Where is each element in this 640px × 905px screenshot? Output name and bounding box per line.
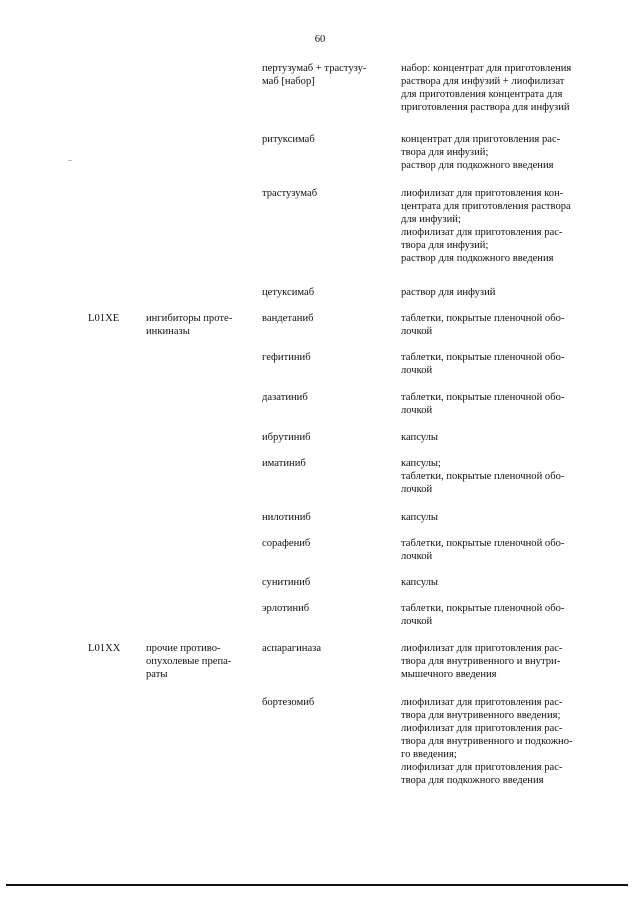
dosage-form: лиофилизат для приготовления рас- твора для внутривенного введения; лиофилизат для приготовления рас- твора для внутривенного и подкожно- го введения; лиофилизат для приготовления рас- твора для подкожного введения bbox=[401, 697, 573, 786]
scan-speck bbox=[68, 160, 72, 161]
dosage-form: лиофилизат для приготовления рас- твора для внутривенного и внутри- мышечного введения bbox=[401, 643, 563, 680]
drug-name: цетуксимаб bbox=[262, 287, 315, 298]
drug-name: гефитиниб bbox=[262, 352, 311, 363]
drug-name: пертузумаб + трастузу- маб [набор] bbox=[262, 63, 367, 87]
drug-name: ибрутиниб bbox=[262, 432, 311, 443]
drug-name: вандетаниб bbox=[262, 313, 314, 324]
drug-name: дазатиниб bbox=[262, 392, 308, 403]
drug-name: трастузумаб bbox=[262, 188, 318, 199]
drug-name: нилотиниб bbox=[262, 512, 311, 523]
dosage-form: набор: концентрат для приготовления раствора для инфузий + лиофилизат для приготовления концентрата для приготовления раствора для инфузий bbox=[401, 63, 572, 113]
dosage-form: концентрат для приготовления рас- твора для инфузий; раствор для подкожного введения bbox=[401, 134, 561, 171]
dosage-form: таблетки, покрытые пленочной обо- лочкой bbox=[401, 538, 565, 562]
dosage-form: капсулы bbox=[401, 577, 439, 588]
atc-code: L01XX bbox=[88, 643, 121, 654]
drug-name: аспарагиназа bbox=[262, 643, 322, 654]
dosage-form: раствор для инфузий bbox=[401, 287, 496, 298]
dosage-form: капсулы bbox=[401, 512, 439, 523]
drug-group: прочие противо- опухолевые препа- раты bbox=[146, 643, 232, 680]
dosage-form: таблетки, покрытые пленочной обо- лочкой bbox=[401, 313, 565, 337]
page-number: 60 bbox=[314, 34, 326, 45]
drug-name: эрлотиниб bbox=[262, 603, 310, 614]
drug-name: иматиниб bbox=[262, 458, 306, 469]
drug-name: бортезомиб bbox=[262, 697, 315, 708]
bottom-rule bbox=[6, 884, 628, 886]
dosage-form: таблетки, покрытые пленочной обо- лочкой bbox=[401, 603, 565, 627]
dosage-form: капсулы bbox=[401, 432, 439, 443]
dosage-form: таблетки, покрытые пленочной обо- лочкой bbox=[401, 352, 565, 376]
drug-name: сорафениб bbox=[262, 538, 311, 549]
drug-name: сунитиниб bbox=[262, 577, 311, 588]
dosage-form: лиофилизат для приготовления кон- центрата для приготовления раствора для инфузий; лиофилизат для приготовления рас- твора для инфузий; раствор для подкожного введения bbox=[401, 188, 571, 264]
dosage-form: капсулы; таблетки, покрытые пленочной обо- лочкой bbox=[401, 458, 565, 495]
atc-code: L01XE bbox=[88, 313, 120, 324]
drug-name: ритуксимаб bbox=[262, 134, 315, 145]
dosage-form: таблетки, покрытые пленочной обо- лочкой bbox=[401, 392, 565, 416]
drug-group: ингибиторы проте- инкиназы bbox=[146, 313, 233, 337]
